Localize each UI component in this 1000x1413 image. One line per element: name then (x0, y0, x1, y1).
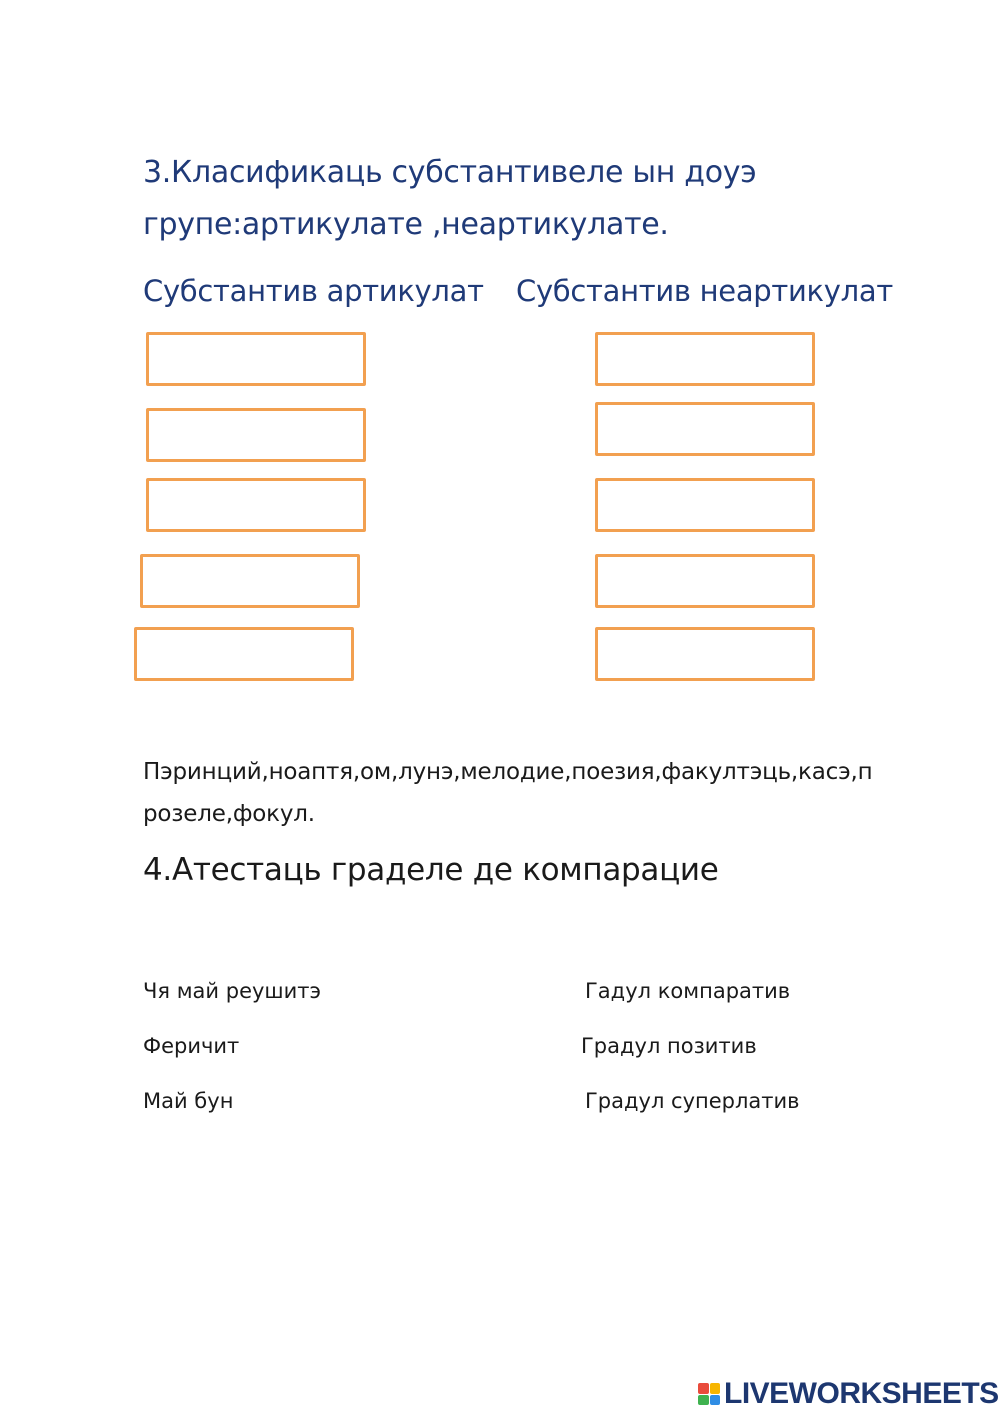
articulated-answer-box-4[interactable] (140, 554, 360, 608)
articulated-answer-box-3[interactable] (146, 478, 366, 532)
liveworksheets-logo (698, 1378, 999, 1410)
liveworksheets-logo-text: LIVEWORKSHEETS (724, 1377, 999, 1410)
logo-square-1 (698, 1383, 709, 1394)
match-right-item-1[interactable]: Гадул компаратив (585, 979, 791, 1003)
match-right-item-3[interactable]: Градул суперлатив (585, 1089, 800, 1113)
exercise-3-title-line-2: групе:артикулате ,неартикулате. (143, 207, 669, 242)
articulated-answer-box-2[interactable] (146, 408, 366, 462)
articulated-answer-box-5[interactable] (134, 627, 354, 681)
column-header-unarticulated: Субстантив неартикулат (516, 274, 893, 308)
match-right-item-2[interactable]: Градул позитив (581, 1034, 757, 1058)
logo-square-2 (710, 1383, 721, 1394)
articulated-answer-box-1[interactable] (146, 332, 366, 386)
match-left-item-3[interactable]: Май бун (143, 1089, 234, 1113)
word-bank-line-1: Пэринций,ноаптя,ом,лунэ,мелодие,поезия,факултэць,касэ,п (143, 759, 873, 785)
unarticulated-answer-box-1[interactable] (595, 332, 815, 386)
logo-square-3 (698, 1395, 709, 1406)
unarticulated-answer-box-2[interactable] (595, 402, 815, 456)
exercise-4-title: 4.Атестаць граделе де компарацие (143, 852, 719, 888)
column-header-articulated: Субстантив артикулат (143, 274, 484, 308)
logo-square-4 (710, 1395, 721, 1406)
unarticulated-answer-box-4[interactable] (595, 554, 815, 608)
word-bank-line-2: розеле,фокул. (143, 801, 315, 827)
liveworksheets-logo-icon (698, 1383, 720, 1405)
match-left-item-2[interactable]: Феричит (143, 1034, 240, 1058)
exercise-3-title-line-1: 3.Класификаць субстантивеле ын доуэ (143, 155, 757, 190)
unarticulated-answer-box-3[interactable] (595, 478, 815, 532)
match-left-item-1[interactable]: Чя май реушитэ (143, 979, 322, 1003)
unarticulated-answer-box-5[interactable] (595, 627, 815, 681)
